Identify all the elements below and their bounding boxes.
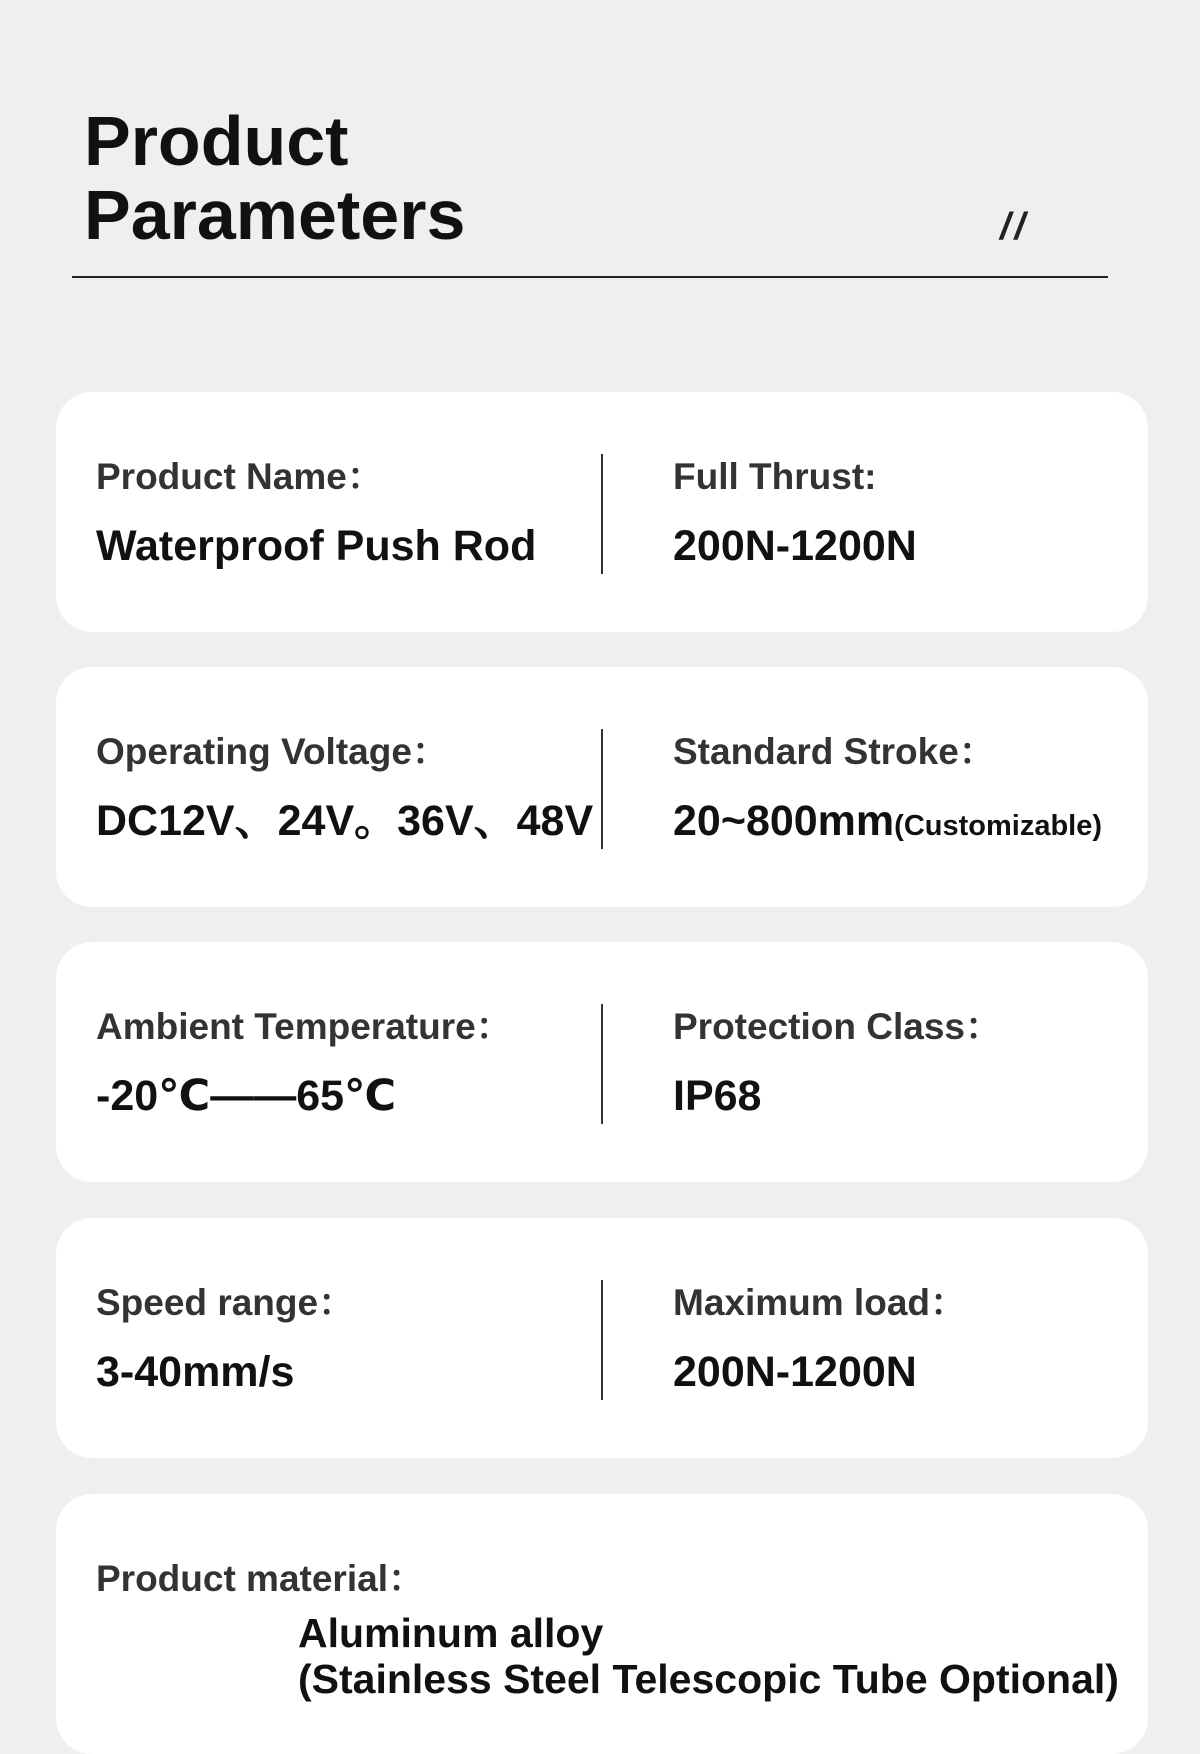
param-value: Waterproof Push Rod <box>96 522 537 570</box>
title-line-1: Product <box>84 102 349 180</box>
param-value: DC12V、24V。36V、48V <box>96 797 594 845</box>
param-full-thrust <box>673 454 917 572</box>
param-speed-range <box>96 1280 355 1398</box>
param-value: 200N-1200N <box>673 522 917 570</box>
param-product-name <box>96 454 536 572</box>
material-value <box>298 1610 1119 1702</box>
material-value-line-1: Aluminum alloy <box>298 1610 604 1656</box>
param-card-1 <box>56 392 1148 632</box>
param-card-material <box>56 1494 1148 1754</box>
param-card-2 <box>56 667 1148 907</box>
column-divider <box>601 729 603 849</box>
param-value: IP68 <box>673 1072 762 1120</box>
param-value-note: (Customizable) <box>894 810 1102 842</box>
param-label: Protection Class： <box>673 1006 1002 1047</box>
param-value: 200N-1200N <box>673 1348 917 1396</box>
param-operating-voltage <box>96 729 593 847</box>
param-label: Operating Voltage： <box>96 731 449 772</box>
param-value-row <box>673 795 1102 852</box>
param-label: Ambient Temperature： <box>96 1006 513 1047</box>
param-ambient-temperature <box>96 1004 513 1122</box>
page-title <box>84 104 1104 252</box>
header-divider <box>72 276 1108 278</box>
page-header <box>84 104 1104 252</box>
param-protection-class <box>673 1004 1002 1122</box>
param-label: Full Thrust: <box>673 456 877 497</box>
param-label: Standard Stroke： <box>673 731 996 772</box>
slash-decoration: // <box>1000 206 1030 248</box>
param-value: 20~800mm <box>673 797 895 845</box>
param-card-4 <box>56 1218 1148 1458</box>
param-label: Product material： <box>96 1558 425 1599</box>
param-label: Speed range： <box>96 1282 356 1323</box>
param-value: 3-40mm/s <box>96 1348 295 1396</box>
param-value: -20℃——65℃ <box>96 1072 397 1120</box>
title-line-2: Parameters <box>84 176 466 254</box>
param-card-3 <box>56 942 1148 1182</box>
param-label: Product Name： <box>96 456 384 497</box>
param-label: Maximum load： <box>673 1282 967 1323</box>
column-divider <box>601 1280 603 1400</box>
column-divider <box>601 454 603 574</box>
param-standard-stroke <box>673 729 1102 852</box>
column-divider <box>601 1004 603 1124</box>
material-value-line-2: (Stainless Steel Telescopic Tube Optional) <box>298 1656 1119 1702</box>
param-maximum-load <box>673 1280 967 1398</box>
